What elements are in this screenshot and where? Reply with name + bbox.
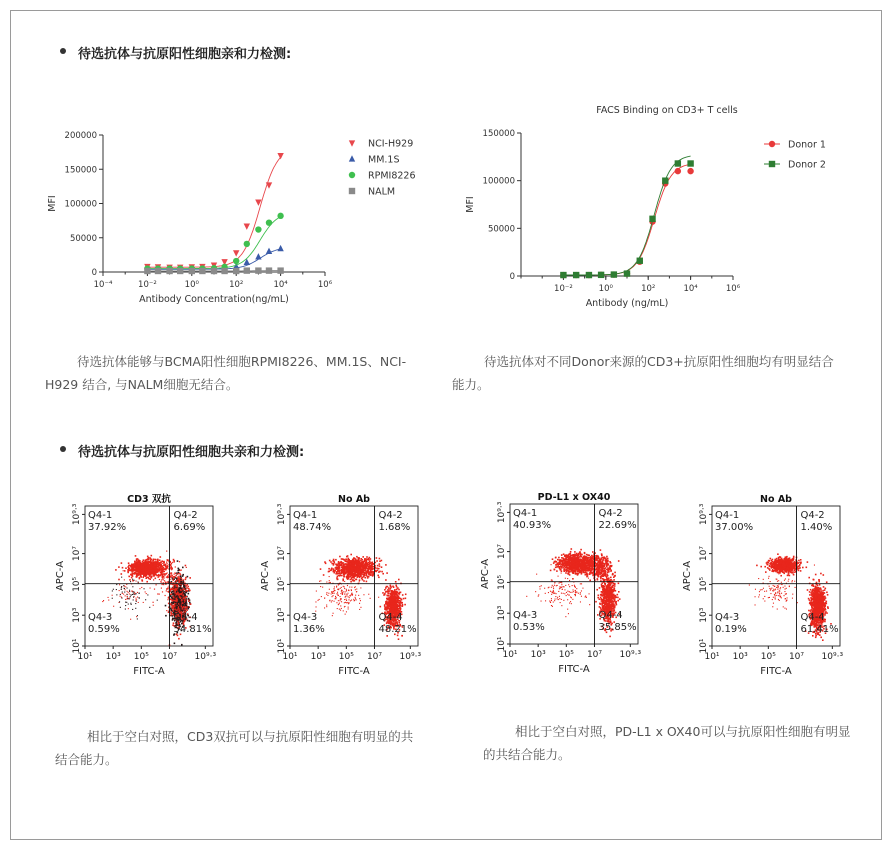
legend-label: MM.1S	[368, 154, 400, 166]
legend-label: NALM	[368, 186, 396, 198]
y-tick-label: 10¹	[497, 636, 507, 652]
x-tick-label: 10⁷	[586, 650, 603, 660]
x-tick-label: 10⁹·³	[194, 652, 217, 662]
caption-cd3-bispecific: 相比于空白对照，CD3双抗可以与抗原阳性细胞有明显的共结合能力。	[55, 729, 414, 767]
x-axis-label: Antibody Concentration(ng/mL)	[139, 294, 289, 305]
y-tick-label: 100000	[482, 176, 515, 187]
quadrant-percent: 48.74%	[293, 522, 332, 533]
y-tick-label: 10¹	[72, 638, 82, 654]
y-tick-label: 10³	[497, 605, 507, 621]
quadrant-percent: 54.81%	[173, 624, 212, 635]
y-tick-label: 150000	[64, 165, 97, 176]
y-tick-label: 10⁷	[72, 546, 82, 562]
x-tick-label: 10⁵	[760, 652, 776, 662]
x-tick-label: 10³	[732, 652, 748, 662]
x-tick-label: 10⁹·³	[619, 650, 642, 660]
x-tick-label: 10⁴	[273, 280, 288, 290]
quadrant-label: Q4-1	[513, 508, 538, 519]
quadrant-label: Q4-1	[88, 510, 113, 521]
quadrant-percent: 40.93%	[513, 520, 552, 531]
quadrant-percent: 61.41%	[800, 624, 839, 635]
y-tick-label: 10⁵	[699, 576, 709, 592]
y-tick-label: 10³	[72, 607, 82, 623]
x-tick-label: 10⁵	[558, 650, 574, 660]
quadrant-label: Q4-1	[715, 510, 740, 521]
y-tick-label: 50000	[69, 233, 97, 244]
y-tick-label: 10³	[277, 607, 287, 623]
x-axis-label: Antibody (ng/mL)	[585, 298, 669, 309]
y-tick-label: 100000	[64, 199, 97, 210]
x-tick-label: 10⁻⁴	[93, 280, 113, 290]
plot-title: CD3 双抗	[127, 494, 171, 505]
y-tick-label: 0	[91, 268, 97, 278]
quadrant-label: Q4-2	[378, 510, 403, 521]
caption-pdl1-ox40: 相比于空白对照，PD-L1 x OX40可以与抗原阳性细胞有明显的共结合能力。	[483, 724, 851, 762]
quadrant-label: Q4-2	[800, 510, 825, 521]
y-axis-label: MFI	[465, 196, 476, 213]
quadrant-percent: 37.92%	[88, 522, 127, 533]
y-axis-label: APC-A	[682, 560, 693, 592]
caption-cd3: 待选抗体对不同Donor来源的CD3+抗原阳性细胞均有明显结合能力。	[452, 354, 834, 392]
y-axis-label: MFI	[47, 195, 58, 212]
quadrant-percent: 6.69%	[173, 522, 206, 533]
quadrant-label: Q4-4	[173, 612, 198, 623]
quadrant-label: Q4-2	[173, 510, 198, 521]
quadrant-percent: 35.85%	[598, 622, 637, 633]
legend-label: Donor 1	[788, 139, 826, 151]
x-tick-label: 10⁰	[598, 284, 613, 294]
y-tick-label: 10⁷	[699, 546, 709, 562]
quadrant-percent: 1.36%	[293, 624, 325, 635]
quadrant-percent: 0.53%	[513, 622, 545, 633]
quadrant-percent: 37.00%	[715, 522, 754, 533]
y-tick-label: 200000	[64, 131, 97, 141]
x-tick-label: 10¹	[282, 652, 298, 662]
x-tick-label: 10¹	[502, 650, 518, 660]
quadrant-label: Q4-3	[715, 612, 740, 623]
x-axis-label: FITC-A	[133, 666, 165, 677]
x-axis-label: FITC-A	[760, 666, 792, 677]
section2-heading: 待选抗体与抗原阳性细胞共亲和力检测:	[78, 445, 305, 460]
y-tick-label: 10¹	[699, 638, 709, 654]
x-tick-label: 10⁴	[683, 284, 698, 294]
x-tick-label: 10⁶	[317, 280, 333, 290]
y-tick-label: 10⁹·³	[699, 503, 709, 526]
y-tick-label: 10⁹·³	[72, 503, 82, 526]
quadrant-percent: 0.19%	[715, 624, 747, 635]
x-axis-label: FITC-A	[338, 666, 370, 677]
x-tick-label: 10⁷	[366, 652, 383, 662]
y-tick-label: 10⁹·³	[497, 501, 507, 524]
x-tick-label: 10²	[641, 284, 656, 294]
chart-title: FACS Binding on CD3+ T cells	[596, 105, 738, 116]
legend-label: NCI-H929	[368, 138, 414, 150]
y-tick-label: 10⁹·³	[277, 503, 287, 526]
y-axis-label: APC-A	[260, 560, 271, 592]
y-tick-label: 50000	[487, 224, 515, 235]
x-tick-label: 10³	[530, 650, 546, 660]
quadrant-percent: 48.21%	[378, 624, 417, 635]
x-tick-label: 10⁰	[184, 280, 199, 290]
y-tick-label: 10⁵	[72, 576, 82, 592]
quadrant-percent: 0.59%	[88, 624, 120, 635]
x-axis-label: FITC-A	[558, 664, 590, 675]
quadrant-label: Q4-3	[88, 612, 113, 623]
x-tick-label: 10⁻²	[554, 284, 573, 294]
plot-title: No Ab	[760, 494, 792, 505]
quadrant-label: Q4-1	[293, 510, 318, 521]
quadrant-label: Q4-3	[293, 612, 318, 623]
quadrant-label: Q4-4	[378, 612, 403, 623]
x-tick-label: 10⁻²	[138, 280, 157, 290]
x-tick-label: 10⁵	[338, 652, 354, 662]
quadrant-label: Q4-4	[598, 610, 623, 621]
x-tick-label: 10⁶	[725, 284, 741, 294]
quadrant-label: Q4-4	[800, 612, 825, 623]
caption-bcma: 待选抗体能够与BCMA阳性细胞RPMI8226、MM.1S、NCI-H929 结合, 与NALM细胞无结合。	[45, 354, 407, 392]
y-tick-label: 150000	[482, 129, 515, 139]
x-tick-label: 10³	[105, 652, 121, 662]
x-tick-label: 10³	[310, 652, 326, 662]
y-tick-label: 10¹	[277, 638, 287, 654]
y-tick-label: 10⁵	[497, 574, 507, 590]
x-tick-label: 10¹	[77, 652, 93, 662]
y-tick-label: 10⁷	[497, 544, 507, 560]
quadrant-label: Q4-3	[513, 610, 538, 621]
y-tick-label: 0	[509, 272, 515, 282]
plot-title: PD-L1 x OX40	[537, 492, 611, 503]
y-tick-label: 10⁷	[277, 546, 287, 562]
x-tick-label: 10⁷	[788, 652, 805, 662]
section1-heading: 待选抗体与抗原阳性细胞亲和力检测:	[78, 47, 292, 62]
quadrant-percent: 22.69%	[598, 520, 637, 531]
x-tick-label: 10⁹·³	[821, 652, 844, 662]
legend-label: RPMI8226	[368, 170, 416, 182]
x-tick-label: 10²	[229, 280, 244, 290]
x-tick-label: 10⁵	[133, 652, 149, 662]
quadrant-percent: 1.40%	[800, 522, 833, 533]
y-tick-label: 10⁵	[277, 576, 287, 592]
quadrant-label: Q4-2	[598, 508, 623, 519]
plot-title: No Ab	[338, 494, 370, 505]
x-tick-label: 10¹	[704, 652, 720, 662]
y-axis-label: APC-A	[55, 560, 66, 592]
y-axis-label: APC-A	[480, 558, 491, 590]
quadrant-percent: 1.68%	[378, 522, 411, 533]
y-tick-label: 10³	[699, 607, 709, 623]
legend-label: Donor 2	[788, 159, 826, 171]
x-tick-label: 10⁹·³	[399, 652, 422, 662]
x-tick-label: 10⁷	[161, 652, 178, 662]
